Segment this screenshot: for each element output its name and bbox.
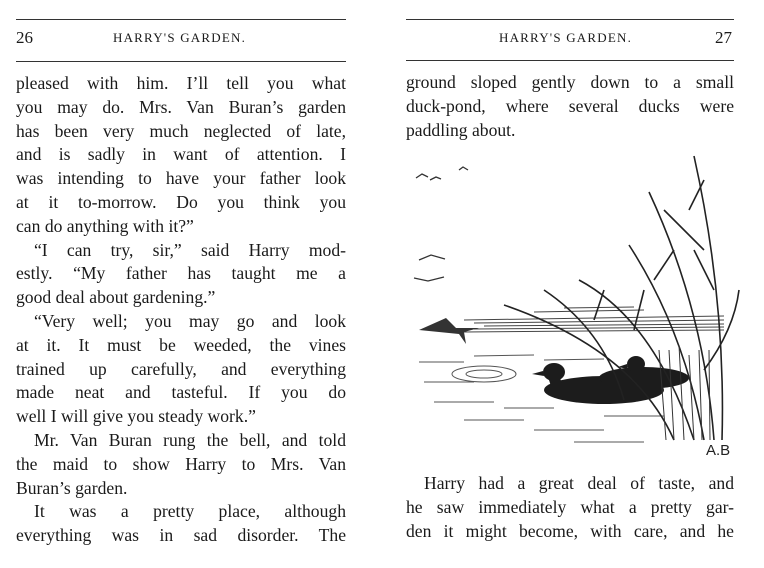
text-line: It was a pretty place, although — [34, 501, 346, 522]
text-line: duck-pond, where several ducks were — [406, 95, 734, 116]
text-line: the maid to show Harry to Mrs. Van — [16, 453, 346, 474]
text-line: paddling about. — [406, 119, 516, 140]
text-line: ground sloped gently down to a small — [406, 72, 734, 92]
text-line: you may do. Mrs. Van Buran’s garden — [16, 96, 346, 117]
text-line: Mr. Van Buran rung the bell, and told — [34, 430, 346, 450]
text-line: good deal about gardening.” — [16, 287, 216, 308]
text-line: pleased with him. I’ll tell you what — [16, 73, 346, 93]
header-rule-top — [406, 19, 734, 20]
text-line: everything was in sad disorder. The — [16, 525, 346, 546]
duck-pond-illustration — [404, 150, 754, 462]
text-line: Harry had a great deal of taste, and — [424, 473, 734, 493]
header-rule-top — [16, 19, 346, 20]
header-rule-bottom — [16, 61, 346, 62]
page-number: 26 — [16, 28, 33, 47]
text-line: “Very well; you may go and look — [34, 311, 346, 331]
header-rule-bottom — [406, 60, 734, 61]
text-line: was intending to have your father look — [16, 168, 346, 189]
running-header: HARRY'S GARDEN. — [113, 30, 247, 45]
text-line: can do anything with it?” — [16, 215, 194, 236]
text-line: at it to-morrow. Do you think you — [16, 192, 346, 212]
text-line: Buran’s garden. — [16, 477, 128, 498]
illustrator-signature: A.B — [706, 442, 731, 459]
text-line: “I can try, sir,” said Harry mod- — [34, 239, 346, 260]
text-line: den it might become, with care, and he — [406, 520, 734, 541]
text-line: he saw immediately what a pretty gar- — [406, 496, 734, 517]
text-line: estly. “My father has taught me a — [16, 263, 346, 284]
text-line: well I will give you steady work.” — [16, 406, 256, 427]
text-line: has been very much neglected of late, — [16, 120, 346, 141]
running-header: HARRY'S GARDEN. — [499, 30, 633, 45]
text-line: made neat and tasteful. If you do — [16, 382, 346, 403]
page-number: 27 — [715, 28, 732, 47]
right-page — [382, 0, 764, 568]
text-line: and is sadly in want of attention. I — [16, 144, 346, 165]
text-line: trained up carefully, and everything — [16, 358, 346, 379]
text-line: at it. It must be weeded, the vines — [16, 334, 346, 355]
